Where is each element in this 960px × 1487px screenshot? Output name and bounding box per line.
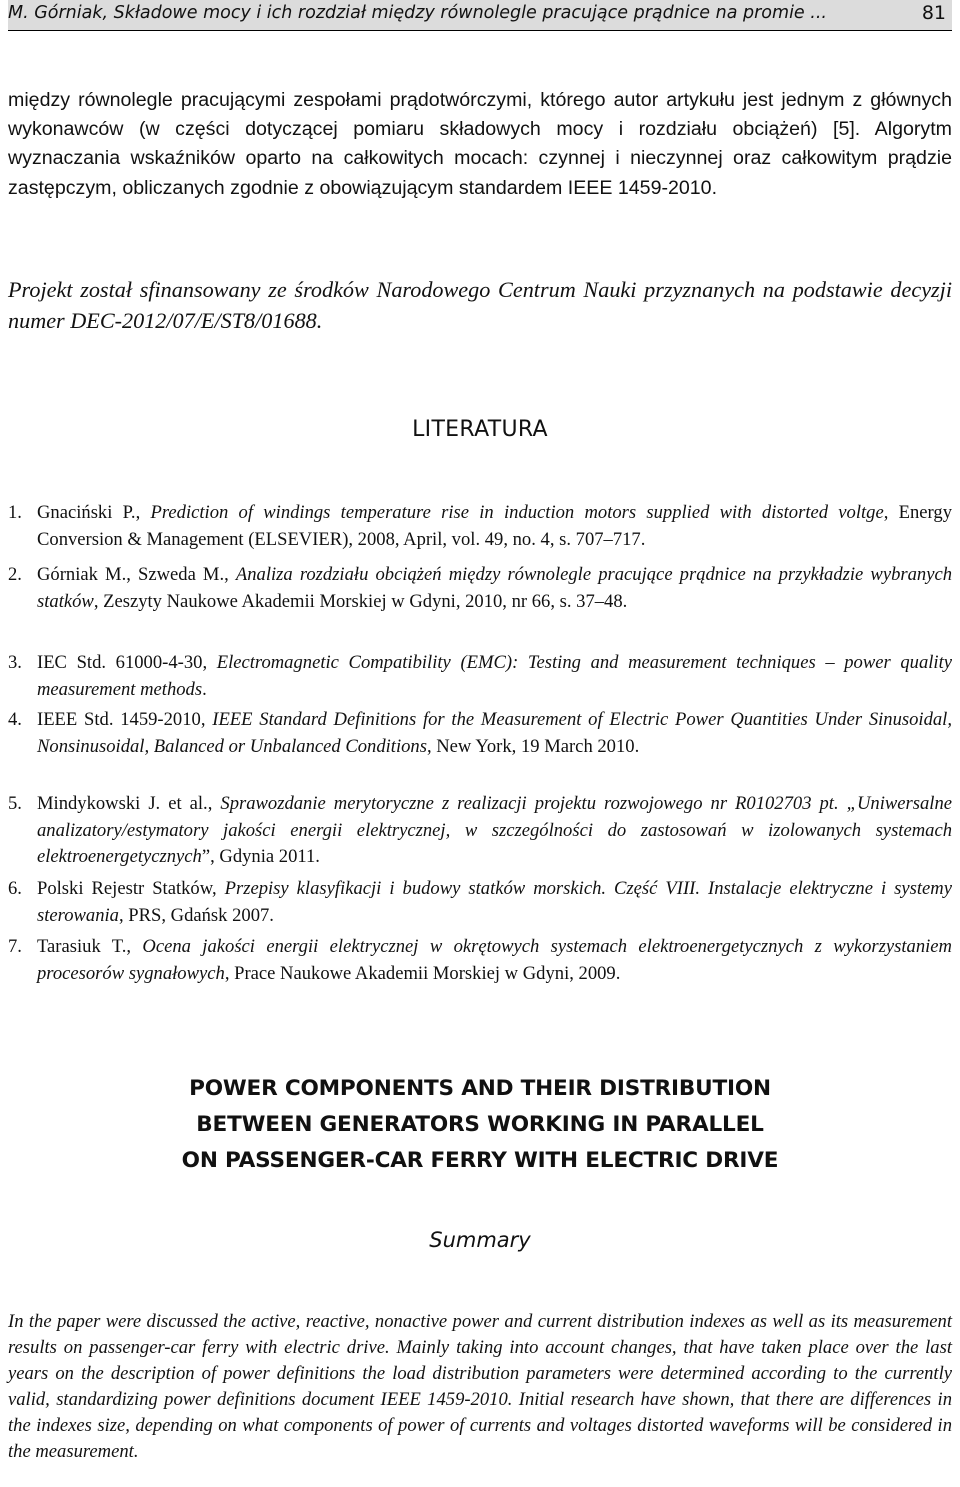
- reference-number: 7.: [8, 936, 22, 957]
- reference-number: 5.: [8, 793, 22, 814]
- reference-item: [8, 791, 952, 871]
- reference-authors: Górniak M., Szweda M.: [37, 564, 225, 585]
- reference-title: Przepisy klasyfikacji i budowy statków morskich. Część VIII. Instalacje elektryczne i systemy sterowania: [37, 878, 952, 926]
- reference-item: [8, 562, 952, 615]
- reference-authors: Polski Rejestr Statków: [37, 878, 212, 899]
- separator: ,: [224, 564, 236, 585]
- reference-number: 4.: [8, 709, 22, 730]
- reference-item: [8, 500, 952, 553]
- reference-title: Prediction of windings temperature rise in induction motors supplied with distorted voltge: [150, 502, 884, 523]
- literature-heading: LITERATURA: [412, 417, 548, 442]
- page-number: 81: [921, 2, 946, 24]
- reference-authors: IEEE Std. 1459-2010: [37, 709, 201, 730]
- reference-item: [8, 707, 952, 760]
- separator: ,: [211, 878, 225, 899]
- summary-heading: Summary: [429, 1228, 531, 1252]
- reference-number: 2.: [8, 564, 22, 585]
- separator: ,: [207, 793, 221, 814]
- separator: ,: [126, 936, 143, 957]
- reference-item: [8, 650, 952, 703]
- reference-details: , Prace Naukowe Akademii Morskiej w Gdyni, 2009.: [224, 962, 621, 984]
- reference-details: ”, Gdynia 2011.: [201, 846, 320, 867]
- separator: ,: [202, 652, 217, 673]
- english-title-line: BETWEEN GENERATORS WORKING IN PARALLEL: [196, 1112, 764, 1137]
- reference-number: 3.: [8, 652, 22, 673]
- reference-details: , PRS, Gdańsk 2007.: [118, 904, 274, 926]
- funding-note: Projekt został sfinansowany ze środków Narodowego Centrum Nauki przyznanych na podstawie decyzji numer DEC-2012/07/E/ST8/01688.: [8, 277, 952, 333]
- reference-item: [8, 934, 952, 987]
- separator: ,: [135, 502, 151, 523]
- running-header: [8, 0, 952, 31]
- reference-title: Electromagnetic Compatibility (EMC): Testing and measurement techniques – power quality measurement methods: [37, 652, 953, 700]
- reference-title: IEEE Standard Definitions for the Measurement of Electric Power Quantities Under Sinusoidal, Nonsinusoidal, Balanced or Unbalanced Conditions: [37, 709, 952, 757]
- reference-title: Ocena jakości energii elektrycznej w okrętowych systemach elektroenergetycznych z wykorzystaniem procesorów sygnałowych: [37, 936, 952, 984]
- running-title: M. Górniak, Składowe mocy i ich rozdział między równolegle pracujące prądnice na promie ...: [8, 3, 827, 23]
- reference-authors: IEC Std. 61000-4-30: [37, 652, 203, 673]
- reference-number: 1.: [8, 502, 22, 523]
- english-title-line: POWER COMPONENTS AND THEIR DISTRIBUTION: [189, 1076, 771, 1101]
- reference-authors: Gnaciński P.: [37, 502, 136, 523]
- reference-item: [8, 876, 952, 929]
- reference-number: 6.: [8, 878, 22, 899]
- reference-details: , New York, 19 March 2010.: [426, 735, 640, 757]
- reference-title: Analiza rozdziału obciążeń między równolegle pracujące prądnice na przykładzie wybranych statków: [37, 564, 952, 612]
- english-title: [0, 1071, 960, 1179]
- reference-authors: Mindykowski J. et al.: [37, 793, 208, 814]
- english-title-line: ON PASSENGER-CAR FERRY WITH ELECTRIC DRIVE: [181, 1148, 779, 1173]
- reference-details: .: [202, 678, 207, 700]
- reference-authors: Tarasiuk T.: [37, 936, 127, 957]
- body-paragraph: między równolegle pracującymi zespołami prądotwórczymi, którego autor artykułu jest jednym z głównych wykonawców (w części dotyczącej pomiaru składowych mocy i rozdziału obciążeń) [5]. Algorytm wyznaczania wskaźników oparto na całkowitych mocach: czynnej i nieczynnej oraz całkowitym prądzie zastępczym, obliczanych zgodnie z obowiązującym standardem IEEE 1459-2010.: [8, 89, 952, 199]
- separator: ,: [200, 709, 213, 730]
- reference-details: , Zeszyty Naukowe Akademii Morskiej w Gdyni, 2010, nr 66, s. 37–48.: [93, 590, 628, 612]
- summary-text: In the paper were discussed the active, reactive, nonactive power and current distribution indexes as well as its measurement results on passenger-car ferry with electric drive. Mainly taking into account changes, that have taken place over the last years on the description of power definitions the load distribution parameters were determined according to the currently valid, standardizing power definitions document IEEE 1459-2010. Initial research have shown, that there are differences in the indexes size, depending on what components of power of currents and voltages distorted waveforms will be considered in the measurement.: [8, 1311, 952, 1462]
- reference-title: Sprawozdanie merytoryczne z realizacji projektu rozwojowego nr R0102703 pt. „Uniwersalne analizatory/estymatory jakości energii elektrycznej, w szczególności do zastosowań w izolowanych systemach elektroenergetycznych: [37, 793, 952, 867]
- reference-details: , Energy Conversion & Management (ELSEVIER), 2008, April, vol. 49, no. 4, s. 707–717.: [37, 502, 953, 550]
